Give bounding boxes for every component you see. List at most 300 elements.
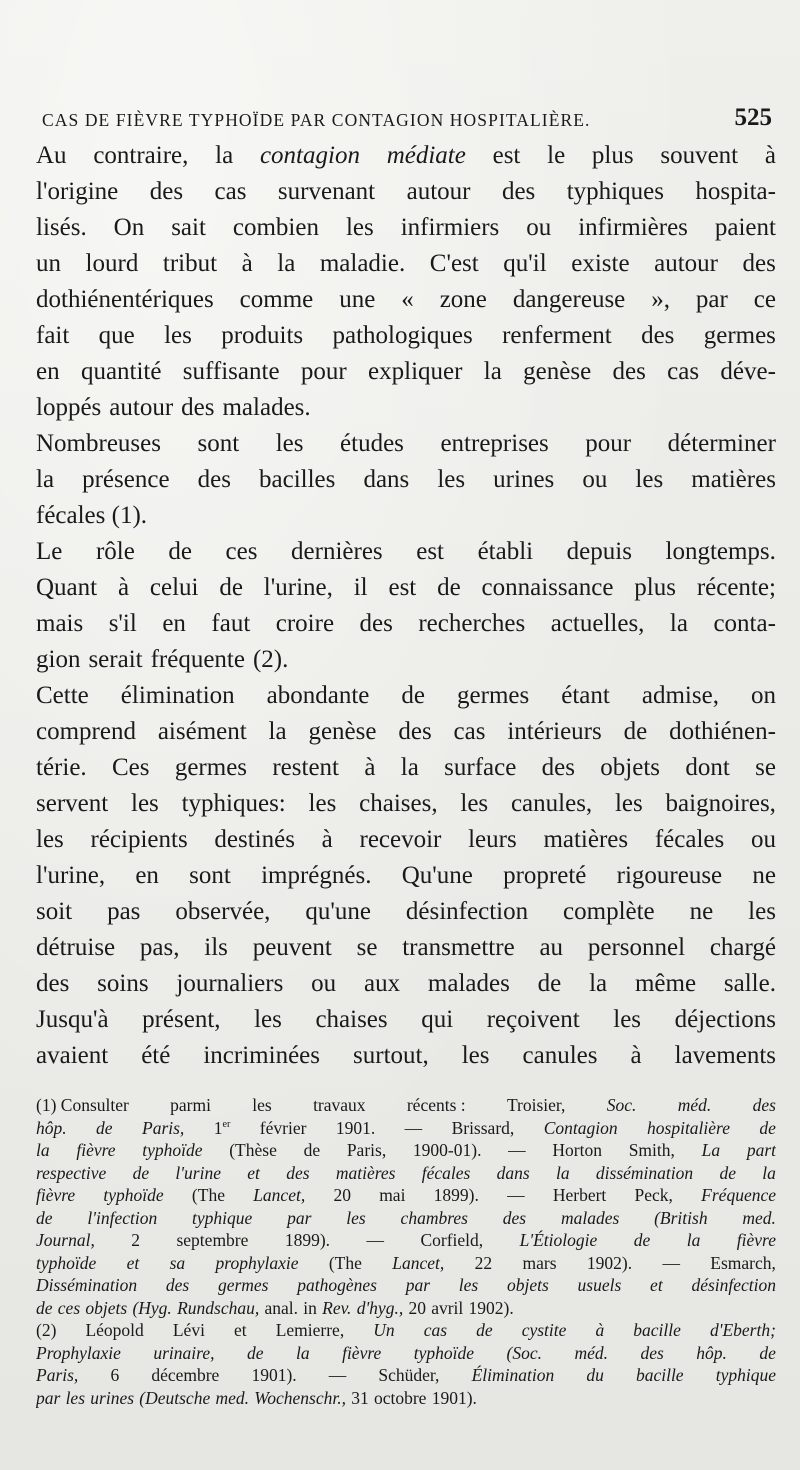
word: (The [328, 1252, 362, 1273]
body-line [36, 1038, 776, 1074]
word: typhique [715, 1365, 776, 1385]
word: Au [36, 142, 67, 169]
word: l'urine [175, 1162, 221, 1183]
word: les [458, 1275, 479, 1295]
word: malades [560, 1207, 620, 1228]
word: prophylaxie [215, 1252, 299, 1273]
word: dothiénentériques [36, 286, 214, 313]
footnote-line [36, 1229, 776, 1252]
word: par [287, 1207, 312, 1228]
word: (2) [36, 1320, 57, 1340]
word: en [135, 862, 159, 889]
word: l'urine, [263, 574, 333, 601]
word: les [164, 322, 192, 349]
word: (British [654, 1207, 708, 1228]
word: des [640, 1342, 664, 1363]
body-line [36, 894, 776, 930]
word: respective [36, 1162, 107, 1183]
word: des [612, 358, 646, 385]
word: établi [477, 538, 534, 565]
word: », [651, 286, 670, 313]
word: de [537, 970, 562, 997]
footnote-line [36, 1319, 776, 1342]
word: Rev. [322, 1297, 352, 1318]
word: est [492, 142, 521, 169]
word: octobre [373, 1387, 427, 1408]
word: au [539, 934, 564, 961]
word: objets [506, 1275, 549, 1295]
word: in [303, 1297, 317, 1318]
word: renferment [502, 322, 612, 349]
word: Schüder, [378, 1365, 440, 1385]
word: la [215, 142, 234, 169]
word: autour [654, 250, 718, 277]
word: sont [197, 430, 240, 457]
word: désinfection [691, 1275, 776, 1295]
body-line [36, 138, 776, 174]
body-line [36, 930, 776, 966]
word: par [695, 286, 728, 313]
word: ou [526, 214, 552, 241]
word: récente; [696, 574, 776, 601]
word: s'il [108, 610, 137, 637]
footnote-line [36, 1252, 776, 1275]
word: med. [215, 1387, 249, 1408]
word: aisément [157, 718, 247, 745]
word: dans [363, 466, 410, 493]
word: les [460, 790, 489, 817]
word: Lancet, [392, 1252, 445, 1273]
word: malades [427, 970, 510, 997]
word: (Soc. [506, 1342, 542, 1363]
word: cystite [521, 1320, 567, 1340]
word: Dissémination [36, 1275, 138, 1295]
word: Lévi [172, 1320, 205, 1340]
word: fécales (1). [36, 502, 148, 529]
word: destinés [214, 826, 295, 853]
word: personnel [587, 934, 686, 961]
word: infirmiers [400, 214, 500, 241]
word: loppés [36, 394, 102, 421]
word: souvent [660, 142, 739, 169]
word: admise, [641, 682, 719, 709]
word: à [630, 1042, 642, 1069]
body-line [36, 498, 776, 534]
word: de [759, 1117, 776, 1138]
word: que [98, 322, 135, 349]
word: canules, [510, 790, 593, 817]
word: 1899). [284, 1230, 331, 1250]
word: typhoïde [36, 1252, 97, 1273]
word: hôp. [696, 1342, 727, 1363]
word: Prophylaxie [36, 1342, 121, 1363]
word: plus [591, 142, 634, 169]
footnote-line [36, 1342, 776, 1365]
word: la [268, 718, 287, 745]
word: zone [439, 286, 487, 313]
word: des [181, 394, 215, 421]
word: restent [272, 754, 339, 781]
word: mai [379, 1185, 406, 1205]
word: chaises [315, 1006, 388, 1033]
word: dissémination [595, 1162, 694, 1183]
word: des [752, 1095, 776, 1115]
word: la [669, 610, 688, 637]
word: suffisante [182, 358, 280, 385]
word: la [483, 358, 502, 385]
word: pas, [139, 934, 180, 961]
footnote-line [36, 1364, 776, 1387]
word: (1) Consulter [36, 1095, 129, 1115]
page-header [42, 104, 772, 138]
word: objets [85, 1297, 128, 1318]
word: connaissance [481, 574, 614, 601]
word: usuels [577, 1275, 622, 1295]
word: à [117, 574, 130, 601]
word: autour [109, 394, 174, 421]
word: les [36, 826, 64, 853]
word: les [308, 790, 337, 817]
word: à [241, 250, 253, 277]
word: observée, [175, 898, 271, 925]
word: des [149, 178, 184, 205]
word: avaient [36, 1042, 109, 1069]
body-line [36, 318, 776, 354]
word: se [356, 934, 378, 961]
word: Peck, [634, 1185, 673, 1205]
word: la [589, 970, 608, 997]
footnote-line [36, 1094, 776, 1117]
word: quantité [80, 358, 162, 385]
word: de [476, 1320, 493, 1340]
word: (Thèse [229, 1140, 277, 1160]
word: paient [714, 214, 776, 241]
word: fièvre [76, 1140, 116, 1160]
word: 2 [131, 1230, 141, 1250]
word: Nombreuses [36, 430, 161, 457]
word: bacille [633, 1320, 681, 1340]
word: et [234, 1320, 247, 1340]
word: les [437, 466, 466, 493]
body-line [36, 642, 776, 678]
word: des [541, 754, 575, 781]
word: de [759, 1342, 776, 1363]
word: fièvre [736, 1230, 776, 1250]
word: par [405, 1275, 431, 1295]
word: ou [750, 826, 776, 853]
word: genèse [308, 718, 377, 745]
word: des [36, 970, 70, 997]
word: genèse [523, 358, 592, 385]
word: recevoir [359, 826, 442, 853]
word: abondante [266, 682, 370, 709]
body-line [36, 246, 776, 282]
word: 6 [110, 1365, 120, 1385]
word: part [746, 1140, 776, 1160]
body-line [36, 282, 776, 318]
running-head: CAS DE FIÈVRE TYPHOÏDE PAR CONTAGION HOSPITALIÈRE. [42, 110, 591, 130]
word: fécales [654, 826, 725, 853]
word: germes [457, 682, 530, 709]
word: med. [742, 1207, 776, 1228]
word: — [328, 1365, 347, 1385]
word: fièvre [342, 1342, 382, 1363]
word: matières [691, 466, 776, 493]
word: parmi [170, 1095, 211, 1115]
word: qu'une [305, 898, 371, 925]
word: expliquer [368, 358, 463, 385]
body-line [36, 390, 776, 426]
word: sait [171, 214, 206, 241]
word: 1er [213, 1117, 231, 1138]
word: les [131, 790, 159, 817]
word: conta- [713, 610, 776, 637]
word: propreté [503, 862, 587, 889]
word: existe [571, 250, 630, 277]
word: (Hyg. [132, 1297, 172, 1318]
word: et [650, 1275, 663, 1295]
word: bacilles [259, 466, 336, 493]
word: soit [36, 898, 73, 925]
word: Corfield, [420, 1230, 484, 1250]
word: lisés. [36, 214, 87, 241]
word: Contagion [543, 1117, 618, 1138]
word: médiate [386, 142, 466, 169]
word: récipients [90, 826, 188, 853]
word: ces [57, 1297, 81, 1318]
footnote-line [36, 1139, 776, 1162]
word: les [254, 1006, 282, 1033]
word: contraire, [93, 142, 189, 169]
body-line [36, 678, 776, 714]
word: ou [311, 970, 337, 997]
body-line [36, 426, 776, 462]
word: pas [107, 898, 141, 925]
word: même [634, 970, 697, 997]
word: septembre [176, 1230, 249, 1250]
word: ou [582, 466, 608, 493]
word: rigoureuse [616, 862, 723, 889]
word: 1901). [251, 1365, 297, 1385]
word: 20 [333, 1185, 351, 1205]
word: des [359, 610, 393, 637]
word: méd. [574, 1342, 608, 1363]
word: l'urine, [36, 862, 106, 889]
word: à [764, 142, 776, 169]
word: Lancet, [253, 1185, 306, 1205]
word: Rundschau, [177, 1297, 260, 1318]
word: de [219, 574, 243, 601]
word: Paris, [142, 1117, 185, 1138]
word: matières [543, 826, 629, 853]
word: longtemps. [665, 538, 776, 565]
word: février [259, 1117, 307, 1138]
word: hospita- [695, 178, 776, 205]
word: maladie. [319, 250, 406, 277]
word: de [303, 1140, 321, 1160]
word: (2). [252, 646, 289, 673]
word: fécales [421, 1162, 471, 1183]
word: des [165, 1275, 190, 1295]
word: Paris, [346, 1140, 387, 1160]
word: Soc. [606, 1095, 637, 1115]
word: présence [82, 466, 170, 493]
word: comprend [36, 718, 136, 745]
word: Ces [112, 754, 150, 781]
word: chaises, [359, 790, 438, 817]
word: Horton [552, 1140, 602, 1160]
word: — [507, 1185, 525, 1205]
body-line [36, 858, 776, 894]
word: et [247, 1162, 260, 1183]
footnotes [36, 1094, 776, 1409]
word: incriminées [203, 1042, 320, 1069]
word: de [633, 1230, 651, 1250]
word: journaliers [176, 970, 284, 997]
word: étant [561, 682, 610, 709]
footnote-line [36, 1297, 776, 1320]
word: dans [496, 1162, 530, 1183]
word: Un [373, 1320, 395, 1340]
word: des [742, 250, 776, 277]
word: ne [752, 862, 776, 889]
word: plus [634, 574, 676, 601]
word: ils [204, 934, 228, 961]
word: combien [232, 214, 319, 241]
word: les [345, 214, 374, 241]
word: le [547, 142, 566, 169]
word: Le [36, 538, 63, 565]
body-line [36, 462, 776, 498]
body-line [36, 786, 776, 822]
word: anal. [264, 1297, 298, 1318]
word: il [353, 574, 368, 601]
word: surface [444, 754, 517, 781]
word: d'Eberth; [709, 1320, 776, 1340]
word: — [366, 1230, 385, 1250]
word: de [719, 1162, 736, 1183]
word: survenant [277, 178, 376, 205]
word: du [586, 1365, 604, 1385]
word: avril [431, 1297, 464, 1318]
word: Journal, [36, 1230, 95, 1250]
word: L'Étiologie [519, 1230, 598, 1250]
word: dernières [291, 538, 383, 565]
word: reçoivent [486, 1006, 580, 1033]
word: chambres [400, 1207, 468, 1228]
word: Qu'une [401, 862, 473, 889]
word: fièvre [36, 1185, 76, 1205]
word: décembre [151, 1365, 220, 1385]
word: — [404, 1117, 423, 1138]
word: typhiques [566, 178, 664, 205]
word: ces [225, 538, 258, 565]
word: est [416, 538, 444, 565]
word: été [141, 1042, 171, 1069]
body-line [36, 822, 776, 858]
word: faut [211, 610, 251, 637]
word: cas [453, 718, 486, 745]
word: les [635, 466, 664, 493]
word: 1901. [335, 1117, 376, 1138]
word: fréquente [150, 646, 245, 673]
word: Cette [36, 682, 89, 709]
word: mais [36, 610, 84, 637]
word: pour [300, 358, 347, 385]
word: cas [667, 358, 700, 385]
word: de [246, 1342, 264, 1363]
word: de [401, 682, 426, 709]
body-line [36, 354, 776, 390]
word: 20 [408, 1297, 426, 1318]
word: 1899). [433, 1185, 479, 1205]
footnote-line [36, 1207, 776, 1230]
word: l'origine [36, 178, 119, 205]
word: des [286, 1162, 310, 1183]
word: typhoïde [413, 1342, 475, 1363]
word: intérieurs [507, 718, 602, 745]
word: contagion [259, 142, 360, 169]
word: transmettre [402, 934, 515, 961]
word: leurs [468, 826, 517, 853]
word: matières [335, 1162, 396, 1183]
word: de [168, 538, 192, 565]
word: qu'il [503, 250, 547, 277]
word: pathologiques [332, 322, 473, 349]
word: cas [423, 1320, 448, 1340]
word: dangereuse [512, 286, 626, 313]
word: qui [421, 1006, 454, 1033]
word: de [437, 574, 461, 601]
word: déterminer [667, 430, 776, 457]
word: Esmarch, [710, 1252, 776, 1273]
word: imprégnés. [261, 862, 372, 889]
word: germes [217, 1275, 269, 1295]
word: 1902). [586, 1252, 633, 1273]
word: désinfection [405, 898, 529, 925]
word: lourd [85, 250, 139, 277]
word: on [750, 682, 776, 709]
word: se [755, 754, 776, 781]
word: fait [36, 322, 70, 349]
word: salle. [723, 970, 776, 997]
footnote-line [36, 1387, 776, 1410]
word: la [686, 1230, 701, 1250]
word: tribut [162, 250, 218, 277]
word: à [364, 754, 376, 781]
word: la [36, 1140, 50, 1160]
word: une [339, 286, 376, 313]
word: Troisier, [506, 1095, 566, 1115]
word: peuvent [252, 934, 332, 961]
word: urines [493, 466, 555, 493]
word: études [340, 430, 404, 457]
word: 22 [474, 1252, 493, 1273]
word: Jusqu'à [36, 1006, 109, 1033]
word: les [614, 790, 643, 817]
word: sa [169, 1252, 186, 1273]
word: (The [191, 1185, 225, 1205]
word: 1901). [431, 1387, 477, 1408]
word: typhique [192, 1207, 253, 1228]
footnote-line [36, 1117, 776, 1140]
footnote-line [36, 1162, 776, 1185]
word: des [641, 322, 675, 349]
word: hôp. [36, 1117, 67, 1138]
word: les [252, 1095, 272, 1115]
word: ne [689, 898, 714, 925]
word: autour [406, 178, 471, 205]
